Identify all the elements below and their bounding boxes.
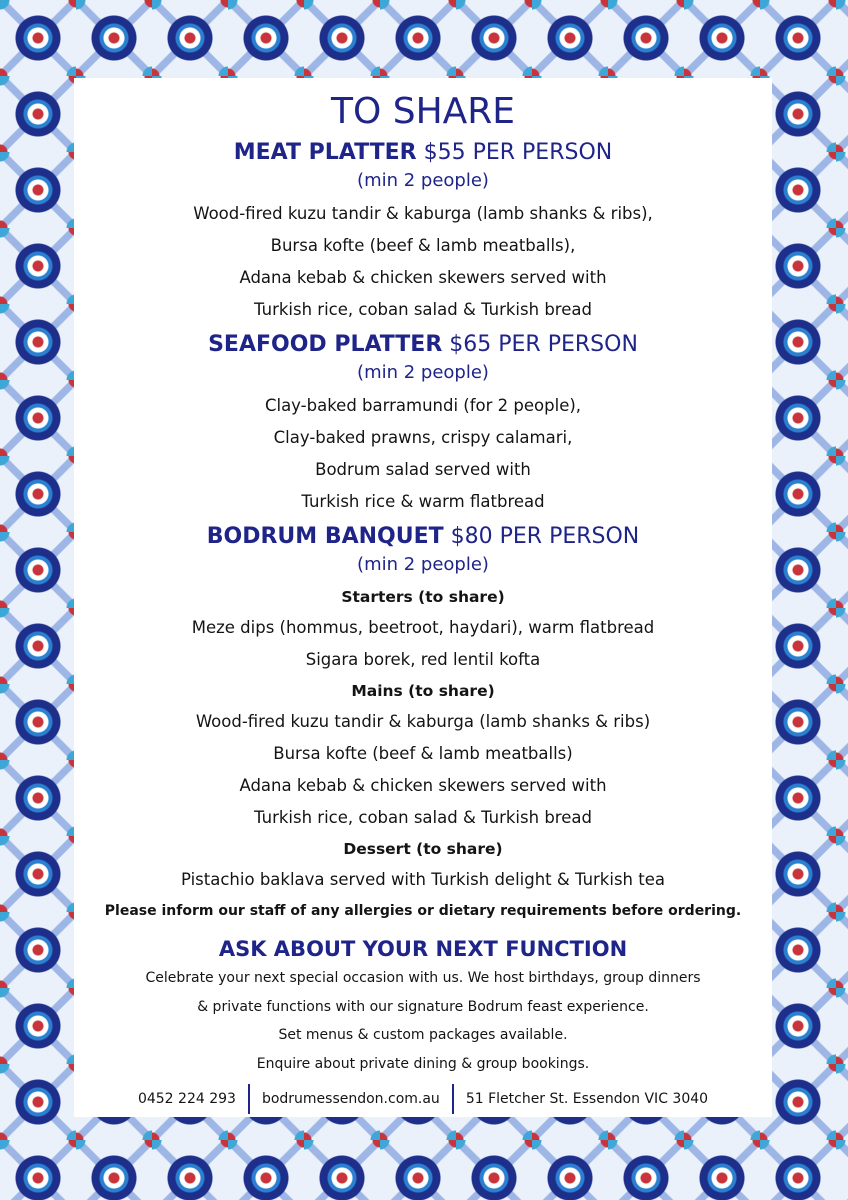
seafood-platter-min: (min 2 people)	[357, 362, 489, 383]
dessert-title: Dessert (to share)	[343, 840, 503, 858]
meat-platter-line: Turkish rice, coban salad & Turkish bread	[254, 300, 592, 319]
mains-line: Turkish rice, coban salad & Turkish bread	[254, 808, 592, 827]
meat-platter-line: Wood-fired kuzu tandir & kaburga (lamb shanks & ribs),	[193, 204, 653, 223]
mains-line: Adana kebab & chicken skewers served with	[239, 776, 607, 795]
seafood-platter-section	[76, 330, 770, 518]
starters-title: Starters (to share)	[341, 588, 505, 606]
meat-platter-line: Adana kebab & chicken skewers served with	[239, 268, 607, 287]
mains-line: Bursa kofte (beef & lamb meatballs)	[273, 744, 573, 763]
allergy-note: Please inform our staff of any allergies or dietary requirements before ordering.	[104, 903, 742, 919]
starters-line: Sigara borek, red lentil kofta	[305, 650, 541, 669]
phone-number[interactable]: 0452 224 293	[137, 1091, 236, 1107]
dessert-line: Pistachio baklava served with Turkish delight & Turkish tea	[181, 870, 665, 889]
function-line: Set menus & custom packages available.	[278, 1027, 568, 1043]
function-line: & private functions with our signature Bodrum feast experience.	[197, 998, 649, 1015]
function-line: Celebrate your next special occasion with us. We host birthdays, group dinners	[145, 970, 701, 986]
menu-panel	[76, 80, 770, 1115]
banquet-price: $80 PER PERSON	[450, 524, 640, 549]
starters-line: Meze dips (hommus, beetroot, haydari), warm flatbread	[191, 618, 655, 637]
seafood-platter-line: Bodrum salad served with	[315, 460, 531, 479]
footer-divider	[452, 1084, 454, 1114]
mains-line: Wood-fired kuzu tandir & kaburga (lamb shanks & ribs)	[195, 712, 651, 731]
function-line: Enquire about private dining & group bookings.	[256, 1055, 590, 1072]
website-link[interactable]: bodrumessendon.com.au	[261, 1091, 440, 1107]
banquet-min: (min 2 people)	[357, 554, 489, 575]
seafood-platter-name: SEAFOOD PLATTER	[208, 332, 443, 357]
seafood-platter-line: Clay-baked prawns, crispy calamari,	[273, 428, 573, 447]
meat-platter-min: (min 2 people)	[357, 170, 489, 191]
meat-platter-heading	[76, 138, 770, 168]
menu-content	[76, 90, 770, 1114]
meat-platter-section	[76, 138, 770, 326]
banquet-name: BODRUM BANQUET	[206, 524, 444, 549]
seafood-platter-line: Turkish rice & warm flatbread	[301, 492, 545, 511]
mains-title: Mains (to share)	[351, 682, 495, 700]
seafood-platter-heading	[76, 330, 770, 360]
seafood-platter-line: Clay-baked barramundi (for 2 people),	[264, 396, 582, 415]
banquet-section	[76, 522, 770, 896]
contact-footer	[76, 1084, 770, 1114]
seafood-platter-price: $65 PER PERSON	[449, 332, 638, 357]
banquet-heading	[76, 522, 770, 552]
page-title: TO SHARE	[330, 91, 516, 132]
meat-platter-name: MEAT PLATTER	[233, 140, 417, 165]
footer-divider	[248, 1084, 250, 1114]
address: 51 Fletcher St. Essendon VIC 3040	[465, 1091, 709, 1107]
meat-platter-line: Bursa kofte (beef & lamb meatballs),	[270, 236, 576, 255]
meat-platter-price: $55 PER PERSON	[423, 140, 613, 165]
function-heading: ASK ABOUT YOUR NEXT FUNCTION	[218, 937, 628, 961]
